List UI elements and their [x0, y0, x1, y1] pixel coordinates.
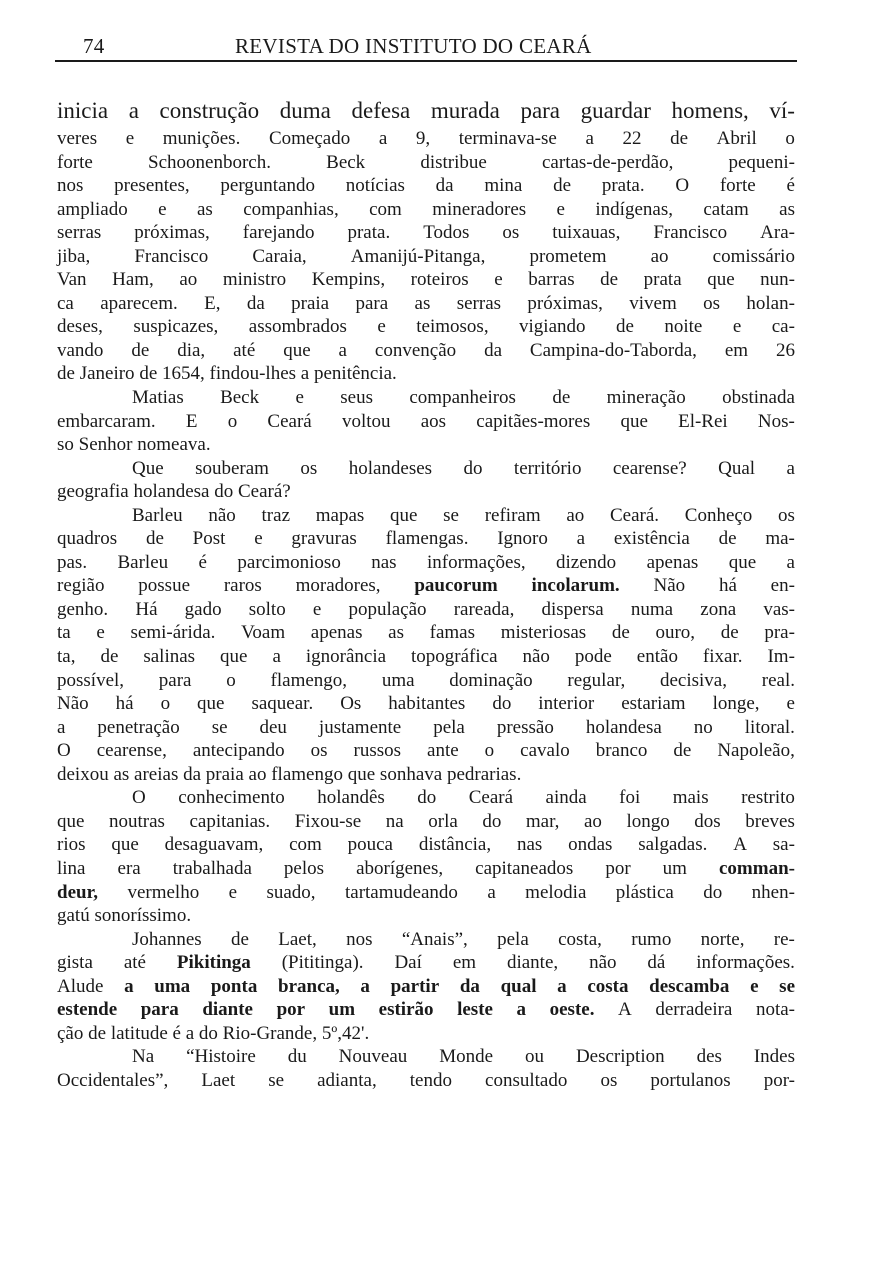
- text-line: que noutras capitanias. Fixou-se na orla do mar, ao longo dos breves: [57, 810, 795, 832]
- text-line: ta e semi-árida. Voam apenas as famas misteriosas de ouro, de pra-: [57, 622, 795, 644]
- text-line: quadros de Post e gravuras flamengas. Ignoro a existência de ma-: [57, 528, 795, 550]
- text-line: forte Schoonenborch. Beck distribue cartas-de-perdão, pequeni-: [57, 151, 795, 173]
- text-line: vando de dia, até que a convenção da Campina-do-Taborda, em 26: [57, 339, 795, 361]
- text-line: embarcaram. E o Ceará voltou aos capitães-mores que El-Rei Nos-: [57, 410, 795, 432]
- text-line: so Senhor nomeava.: [57, 434, 211, 456]
- text-line: Que souberam os holandeses do território cearense? Qual a: [132, 457, 795, 479]
- text-line: serras próximas, farejando prata. Todos os tuixauas, Francisco Ara-: [57, 222, 795, 244]
- text-line: estende para diante por um estirão leste a oeste. A derradeira nota-: [57, 999, 795, 1021]
- text-line: Matias Beck e seus companheiros de mineração obstinada: [132, 387, 795, 409]
- text-line: inicia a construção duma defesa murada para guardar homens, ví-: [57, 98, 795, 123]
- text-line: deur, vermelho e suado, tartamudeando a melodia plástica do nhen-: [57, 881, 795, 903]
- text-line: ta, de salinas que a ignorância topográfica não pode então fixar. Im-: [57, 646, 795, 668]
- text-line: veres e munições. Começado a 9, terminava-se a 22 de Abril o: [57, 128, 795, 149]
- text-line: Não há o que saquear. Os habitantes do interior estariam longe, e: [57, 693, 795, 715]
- text-line: ampliado e as companhias, com mineradores e indígenas, catam as: [57, 198, 795, 220]
- text-line: O conhecimento holandês do Ceará ainda foi mais restrito: [132, 787, 795, 809]
- text-line: pas. Barleu é parcimonioso nas informações, dizendo apenas que a: [57, 551, 795, 573]
- text-line: ca aparecem. E, da praia para as serras próximas, vivem os holan-: [57, 292, 795, 314]
- text-line: Na “Histoire du Nouveau Monde ou Description des Indes: [132, 1046, 795, 1068]
- text-line: Barleu não traz mapas que se refiram ao Ceará. Conheço os: [132, 504, 795, 526]
- header-rule: [55, 60, 797, 62]
- text-line: deses, suspicazes, assombrados e teimosos, vigiando de noite e ca-: [57, 316, 795, 338]
- text-line: rios que desaguavam, com pouca distância, nas ondas salgadas. A sa-: [57, 834, 795, 856]
- text-line: a penetração se deu justamente pela pressão holandesa no litoral.: [57, 716, 795, 738]
- text-line: região possue raros moradores, paucorum incolarum. Não há en-: [57, 575, 795, 597]
- body-text: [57, 95, 795, 1092]
- running-title: REVISTA DO INSTITUTO DO CEARÁ: [235, 34, 592, 58]
- page-header: [55, 30, 797, 62]
- text-line: Alude a uma ponta branca, a partir da qual a costa descamba e se: [57, 975, 795, 997]
- text-line: possível, para o flamengo, uma dominação regular, decisiva, real.: [57, 669, 795, 691]
- text-line: genho. Há gado solto e população rareada, dispersa numa zona vas-: [57, 598, 795, 620]
- text-line: nos presentes, perguntando notícias da mina de prata. O forte é: [57, 175, 795, 197]
- text-line: Van Ham, ao ministro Kempins, roteiros e barras de prata que nun-: [57, 269, 795, 291]
- text-line: geografia holandesa do Ceará?: [57, 481, 291, 503]
- text-line: de Janeiro de 1654, findou-lhes a penitência.: [57, 363, 397, 385]
- text-line: O cearense, antecipando os russos ante o cavalo branco de Napoleão,: [57, 740, 795, 762]
- text-line: lina era trabalhada pelos aborígenes, capitaneados por um comman-: [57, 857, 795, 879]
- text-line: gista até Pikitinga (Pititinga). Daí em diante, não dá informações.: [57, 952, 795, 974]
- page-number: 74: [83, 34, 105, 58]
- text-line: ção de latitude é a do Rio-Grande, 5º,42'.: [57, 1022, 370, 1044]
- text-line: Johannes de Laet, nos “Anais”, pela costa, rumo norte, re-: [132, 928, 795, 950]
- text-line: jiba, Francisco Caraia, Amanijú-Pitanga, prometem ao comissário: [57, 245, 795, 267]
- text-line: Occidentales”, Laet se adianta, tendo consultado os portulanos por-: [57, 1069, 795, 1091]
- text-line: deixou as areias da praia ao flamengo que sonhava pedrarias.: [57, 763, 522, 785]
- text-line: gatú sonoríssimo.: [57, 905, 192, 927]
